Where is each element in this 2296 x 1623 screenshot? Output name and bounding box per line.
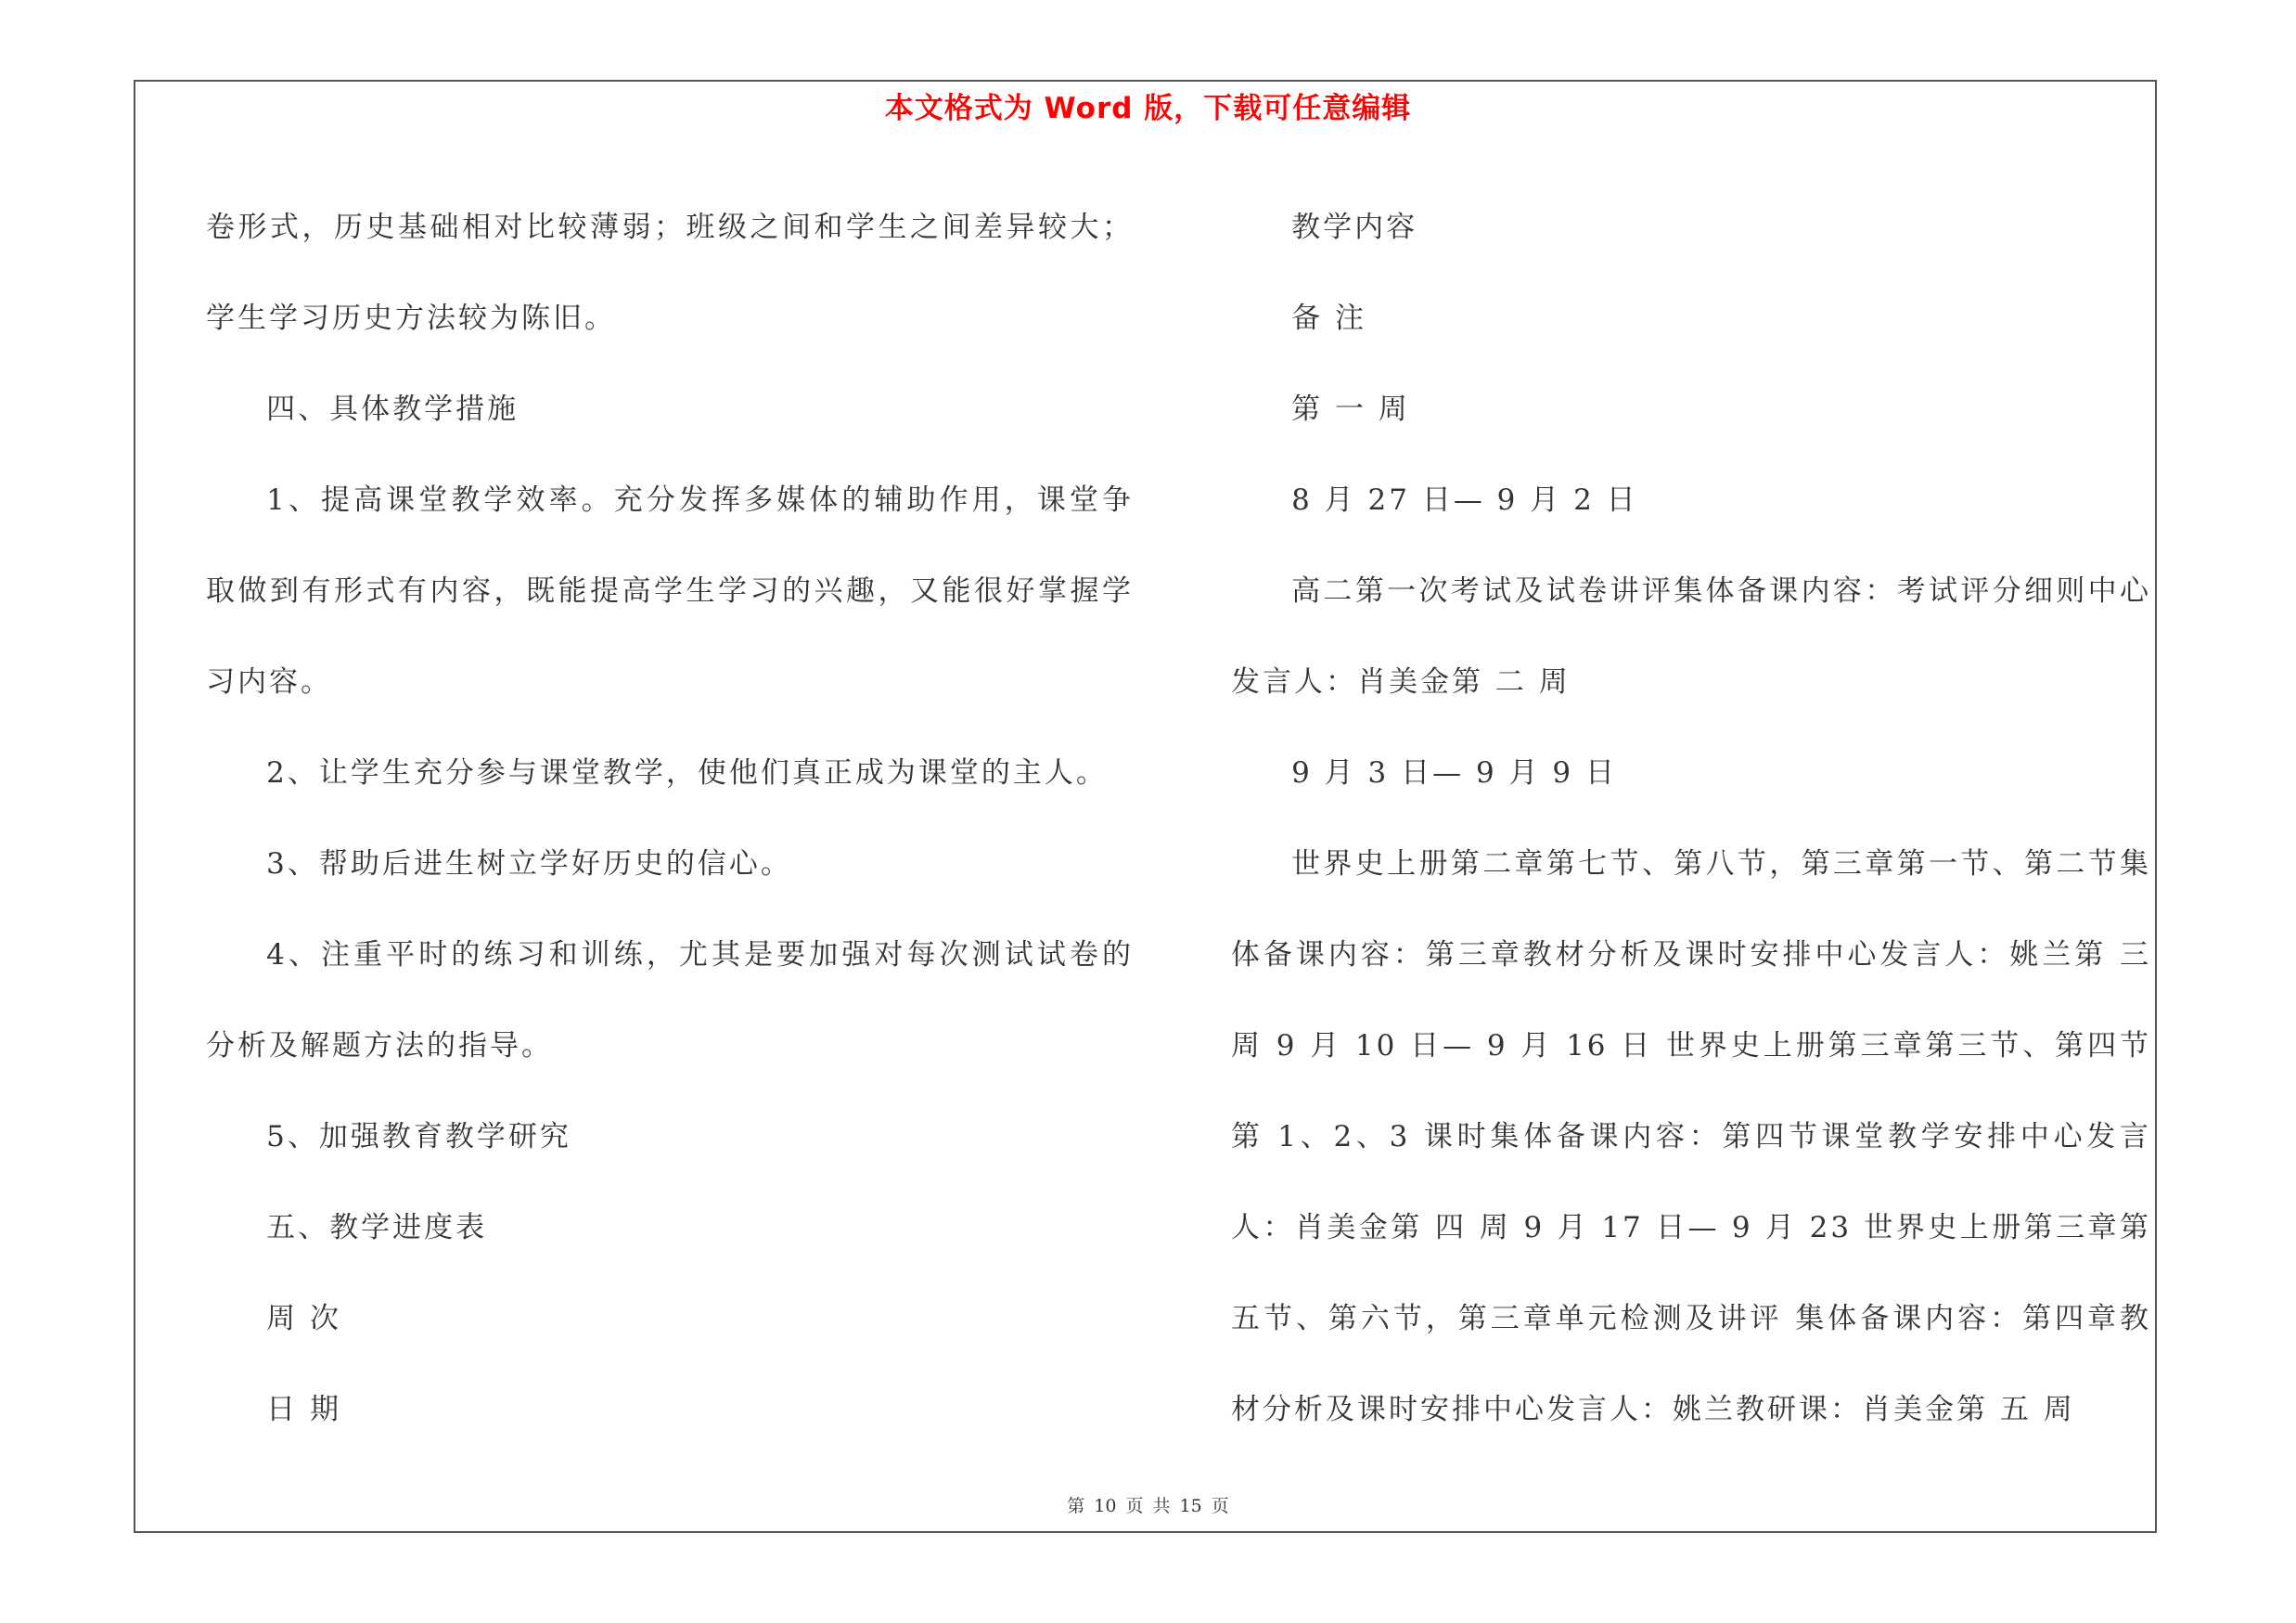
schedule-entry: 高二第一次考试及试卷讲评集体备课内容：考试评分细则中心发言人：肖美金第 二 周 bbox=[1231, 574, 2151, 699]
paragraph: 卷形式，历史基础相对比较薄弱；班级之间和学生之间差异较大；学生学习历史方法较为陈旧。 bbox=[206, 211, 1134, 335]
section-heading: 四、具体教学措施 bbox=[266, 393, 519, 426]
paragraph: 5、加强教育教学研究 bbox=[266, 1120, 571, 1153]
date-range: 9 月 3 日— 9 月 9 日 bbox=[1291, 756, 1617, 790]
table-header-label: 日 期 bbox=[266, 1393, 341, 1426]
header-banner: 本文格式为 Word 版，下载可任意编辑 bbox=[884, 92, 1412, 125]
date-range: 8 月 27 日— 9 月 2 日 bbox=[1291, 483, 1638, 517]
left-column bbox=[206, 182, 1134, 1455]
paragraph: 3、帮助后进生树立学好历史的信心。 bbox=[266, 847, 792, 881]
week-label: 第 一 周 bbox=[1291, 393, 1410, 426]
table-header-label: 周 次 bbox=[266, 1302, 341, 1335]
right-column bbox=[1231, 182, 2151, 1455]
paragraph: 2、让学生充分参与课堂教学，使他们真正成为课堂的主人。 bbox=[266, 756, 1108, 790]
page-number-footer: 第 10 页 共 15 页 bbox=[1067, 1496, 1229, 1516]
table-header-label: 教学内容 bbox=[1291, 211, 1418, 244]
paragraph: 4、注重平时的练习和训练，尤其是要加强对每次测试试卷的分析及解题方法的指导。 bbox=[206, 938, 1134, 1063]
paragraph: 1、提高课堂教学效率。充分发挥多媒体的辅助作用，课堂争取做到有形式有内容，既能提高学生学习的兴趣，又能很好掌握学习内容。 bbox=[206, 483, 1134, 699]
schedule-entry: 世界史上册第二章第七节、第八节，第三章第一节、第二节集体备课内容：第三章教材分析及课时安排中心发言人：姚兰第 三 周 9 月 10 日— 9 月 16 日 世界史上册第三章第三节、第四节第 1、2、3 课时集体备课内容：第四节课堂教学安排中心发言人：肖美金第 四 周 9 月 17 日— 9 月 23 世界史上册第三章第五节、第六节，第三章单元检测及讲评 集体备课内容：第四章教材分析及课时安排中心发言人：姚兰教研课：肖美金第 五 周 bbox=[1231, 847, 2151, 1426]
section-heading: 五、教学进度表 bbox=[266, 1211, 488, 1244]
table-header-label: 备 注 bbox=[1291, 302, 1366, 335]
